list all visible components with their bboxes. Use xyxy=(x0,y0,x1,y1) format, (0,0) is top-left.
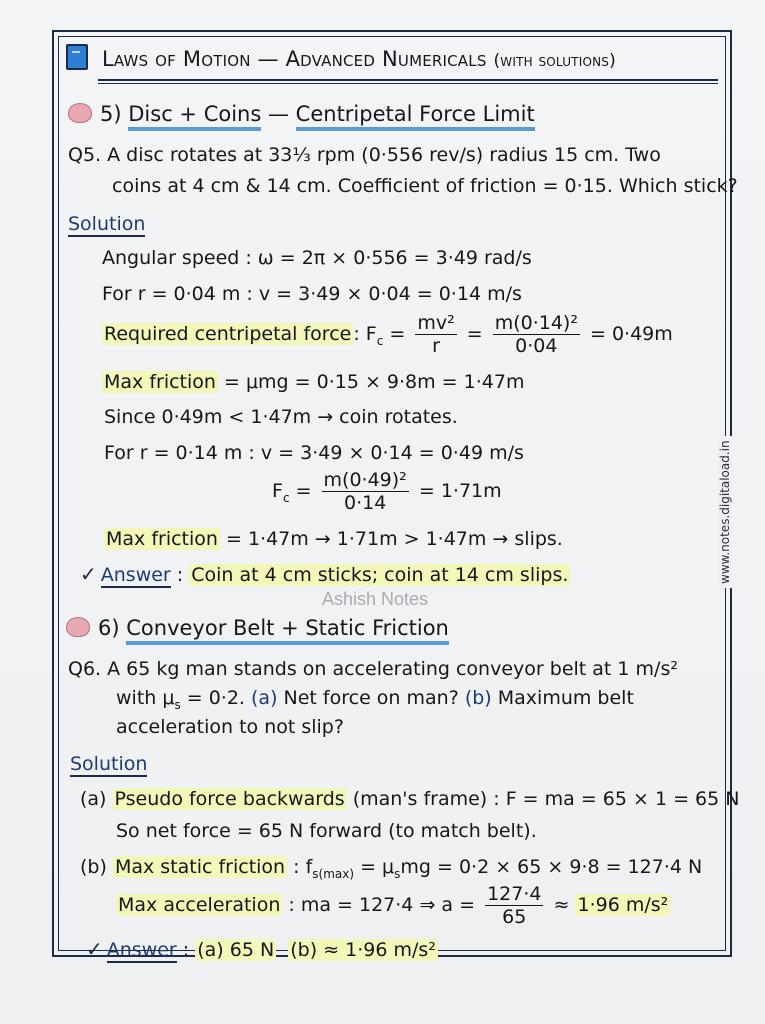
fraction-denominator: 65 xyxy=(502,906,527,928)
fraction-numerator: m(0·49)² xyxy=(323,469,407,491)
section-number: 5) xyxy=(100,102,122,126)
fraction-numerator: 127·4 xyxy=(487,883,542,905)
fraction-denominator: 0·14 xyxy=(344,492,387,514)
part-a-tag: (a) xyxy=(251,687,278,709)
solution-label-text: Solution xyxy=(70,753,148,775)
brain-icon xyxy=(66,617,90,637)
highlight-pseudo-force: Pseudo force backwards xyxy=(114,788,345,810)
checkmark-icon: ✓ xyxy=(86,937,103,961)
r2-velocity-line: For r = 0·14 m : v = 3·49 × 0·14 = 0·49 m/s xyxy=(104,442,524,464)
highlight-max-friction: Max friction xyxy=(104,371,216,393)
part-a-solution-line-2: So net force = 65 N forward (to match belt). xyxy=(116,820,537,842)
heading-part-a: Disc + Coins xyxy=(128,102,261,131)
section-6-heading xyxy=(66,616,449,640)
answer-label: Answer xyxy=(106,939,177,961)
mu-symbol: = μ xyxy=(354,856,395,878)
fraction-mv2-r xyxy=(415,312,456,357)
fc-symbol: F xyxy=(272,480,283,502)
fc2-line: $F_c$ = $\frac{\text{m(0·49)²}}{0\cdot 14}$ = 1·71m xyxy=(272,469,502,514)
title-underline xyxy=(98,79,718,84)
answer-5-line: ✓ Answer : Coin at 4 cm sticks; coin at 14 cm slips. xyxy=(80,562,569,586)
result-value: = 0·49m xyxy=(590,323,673,345)
answer-b: (b) ≈ 1·96 m/s² xyxy=(290,939,436,961)
section-5-heading xyxy=(68,102,535,126)
max-friction-2-line xyxy=(104,527,563,551)
question-text: A disc rotates at 33⅓ rpm (0·556 rev/s) radius 15 cm. Two xyxy=(107,144,661,166)
acceleration-expression: : ma = 127·4 ⇒ a = xyxy=(282,894,476,916)
book-icon xyxy=(66,44,88,70)
fc-subscript: c xyxy=(282,490,290,505)
highlight-max-friction: Max friction xyxy=(106,528,218,550)
max-friction-line xyxy=(102,370,524,394)
part-a-question: Net force on man? xyxy=(277,687,465,709)
side-watermark: www.notes.digitaload.in xyxy=(718,436,732,588)
pseudo-force-expression: (man's frame) : F = ma = 65 × 1 = 65 N xyxy=(346,788,740,810)
answer-label: Answer xyxy=(100,564,171,586)
highlight-max-acceleration: Max acceleration xyxy=(118,894,281,916)
heading-text: Conveyor Belt + Static Friction xyxy=(126,616,449,645)
fraction-m014 xyxy=(493,312,580,357)
max-friction-expression: = μmg = 0·15 × 9·8m = 1·47m xyxy=(217,371,525,393)
question-6-line-2 xyxy=(116,686,634,717)
since-line: Since 0·49m < 1·47m → coin rotates. xyxy=(104,406,458,428)
mu-value: = 0·2. xyxy=(180,687,252,709)
fraction-m049 xyxy=(322,469,409,514)
heading-dash: — xyxy=(267,102,289,126)
title-main: Laws of Motion — Advanced Numericals xyxy=(102,47,487,71)
question-text: A 65 kg man stands on accelerating conveyor belt at 1 m/s² xyxy=(107,658,678,680)
brain-icon xyxy=(68,103,92,123)
comparison-expression: = 1·47m → 1·71m > 1·47m → slips. xyxy=(219,528,563,550)
question-5-line-1 xyxy=(68,143,661,167)
part-a-solution-line-1 xyxy=(80,787,739,811)
r1-velocity-line: For r = 0·04 m : v = 3·49 × 0·04 = 0·14 m/s xyxy=(102,283,522,305)
question-label: Q5. xyxy=(68,144,102,166)
approx-symbol: ≈ xyxy=(553,894,570,916)
part-b-tag: (b) xyxy=(80,856,107,878)
question-5-line-2: coins at 4 cm & 14 cm. Coefficient of friction = 0·15. Which stick? xyxy=(112,175,738,197)
title-suffix: (with solutions) xyxy=(493,51,616,71)
highlight-acceleration-result: 1·96 m/s² xyxy=(577,894,669,916)
fraction-numerator: mv² xyxy=(417,312,455,334)
fc-subscript: c xyxy=(376,333,384,348)
answer-6-line: ✓ Answer : (a) 65 N (b) ≈ 1·96 m/s² xyxy=(86,937,436,961)
heading-part-b: Centripetal Force Limit xyxy=(296,102,535,131)
fraction-denominator: 0·04 xyxy=(515,335,558,357)
solution-label xyxy=(68,212,145,236)
part-a-tag: (a) xyxy=(80,788,107,810)
center-watermark: Ashish Notes xyxy=(322,589,429,609)
friction-expression: mg = 0·2 × 65 × 9·8 = 127·4 N xyxy=(400,856,703,878)
fraction-127-65 xyxy=(485,883,543,928)
required-force-line: Required centripetal force : $F_c$ = $\frac{\text{mv²}}{r}$ = $\frac{\text{m(0·14)²}}{0\cdot 04}$ = 0·49m xyxy=(104,312,673,357)
checkmark-icon: ✓ xyxy=(80,562,97,586)
mu-subscript: s xyxy=(394,866,401,881)
part-b-tag: (b) xyxy=(464,687,492,709)
answer-text: Coin at 4 cm sticks; coin at 14 cm slips. xyxy=(191,564,569,586)
question-6-line-1 xyxy=(68,657,678,681)
section-number: 6) xyxy=(98,616,120,640)
page-title xyxy=(66,44,616,73)
solution-label xyxy=(70,752,147,776)
highlight-required-force: Required centripetal force xyxy=(104,323,352,345)
angular-speed-line: Angular speed : ω = 2π × 0·556 = 3·49 rad/s xyxy=(102,247,532,269)
solution-label-text: Solution xyxy=(68,213,146,235)
question-6-line-3: acceleration to not slip? xyxy=(116,716,344,738)
max-acceleration-line xyxy=(116,882,670,928)
mu-symbol: with μ xyxy=(116,687,175,709)
part-b-question: Maximum belt xyxy=(491,687,634,709)
fs-symbol: : f xyxy=(287,856,313,878)
question-label: Q6. xyxy=(68,658,102,680)
result-value: = 1·71m xyxy=(418,480,502,502)
fc-symbol: : F xyxy=(353,323,377,345)
mu-subscript: s xyxy=(174,697,181,712)
highlight-max-static-friction: Max static friction xyxy=(114,856,286,878)
fraction-numerator: m(0·14)² xyxy=(494,312,578,334)
answer-a: (a) 65 N xyxy=(197,939,275,961)
fraction-denominator: r xyxy=(432,335,440,357)
fs-subscript: s(max) xyxy=(312,866,355,881)
